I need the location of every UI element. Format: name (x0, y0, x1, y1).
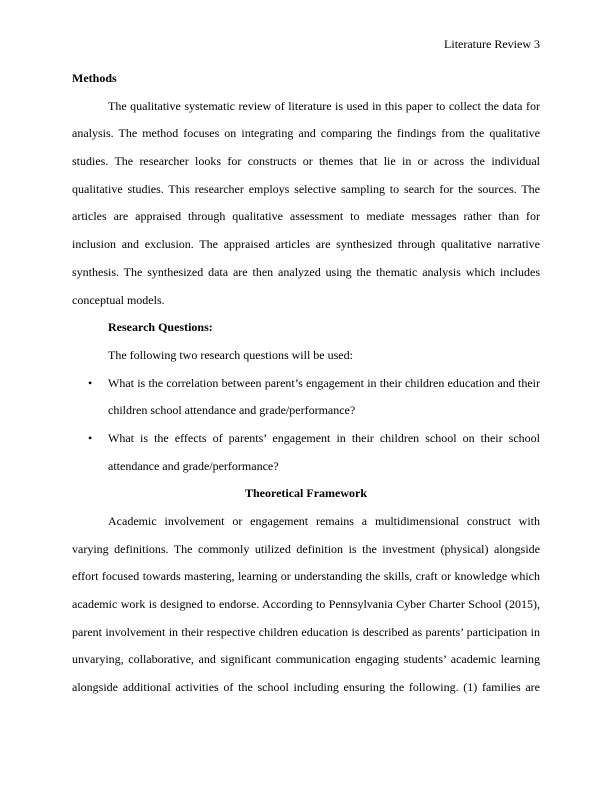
page-body (72, 70, 540, 707)
methods-paragraph (72, 98, 540, 320)
bullet-icon: • (88, 430, 93, 445)
paragraph-line: analysis. The method focuses on integrating and comparing the findings from the qualitative (72, 126, 540, 141)
paragraph-line: academic work is designed to endorse. According to Pennsylvania Cyber Charter School (2015), (72, 597, 540, 612)
paragraph-line: conceptual models. (72, 292, 165, 307)
paragraph-line: effort focused towards mastering, learning or understanding the skills, craft or knowledge which (72, 569, 540, 584)
paragraph-line: synthesis. The synthesized data are then analyzed using the thematic analysis which includes (72, 264, 540, 279)
running-head: Literature Review 3 (444, 37, 540, 51)
paragraph-line: inclusion and exclusion. The appraised articles are synthesized through qualitative narrative (72, 237, 540, 252)
paragraph-line: articles are appraised through qualitative assessment to mediate messages rather than for (72, 209, 540, 224)
methods-heading: Methods (72, 71, 117, 85)
paragraph-line: alongside additional activities of the school including ensuring the following. (1) families are (72, 680, 540, 695)
theoretical-framework-paragraph (72, 513, 540, 707)
research-questions-list (72, 375, 540, 486)
research-questions-intro: The following two research questions will be used: (108, 347, 353, 362)
list-item (72, 375, 540, 430)
paragraph-line: Academic involvement or engagement remains a multidimensional construct with (108, 514, 540, 528)
paragraph-line: studies. The researcher looks for constructs or themes that lie in or across the individual (72, 154, 540, 169)
paragraph-line: parent involvement in their respective children education is described as parents’ participation in (72, 624, 540, 639)
paragraph-line: unvarying, collaborative, and significant communication engaging students’ academic learning (72, 652, 540, 667)
research-questions-heading: Research Questions: (108, 320, 213, 335)
theoretical-framework-heading: Theoretical Framework (244, 486, 368, 501)
list-item-line: What is the effects of parents’ engagement in their children school on their school (108, 430, 540, 445)
paragraph-line: The qualitative systematic review of literature is used in this paper to collect the data for (108, 98, 540, 113)
paragraph-line: qualitative studies. This researcher employs selective sampling to search for the sources. The (72, 181, 540, 196)
list-item-line: attendance and grade/performance? (108, 458, 279, 473)
list-item (72, 430, 540, 485)
bullet-icon: • (88, 375, 93, 390)
list-item-line: children school attendance and grade/performance? (108, 403, 356, 418)
list-item-line: What is the correlation between parent’s engagement in their children education and their (108, 375, 540, 390)
paragraph-line: varying definitions. The commonly utilized definition is the investment (physical) alongside (72, 541, 540, 556)
